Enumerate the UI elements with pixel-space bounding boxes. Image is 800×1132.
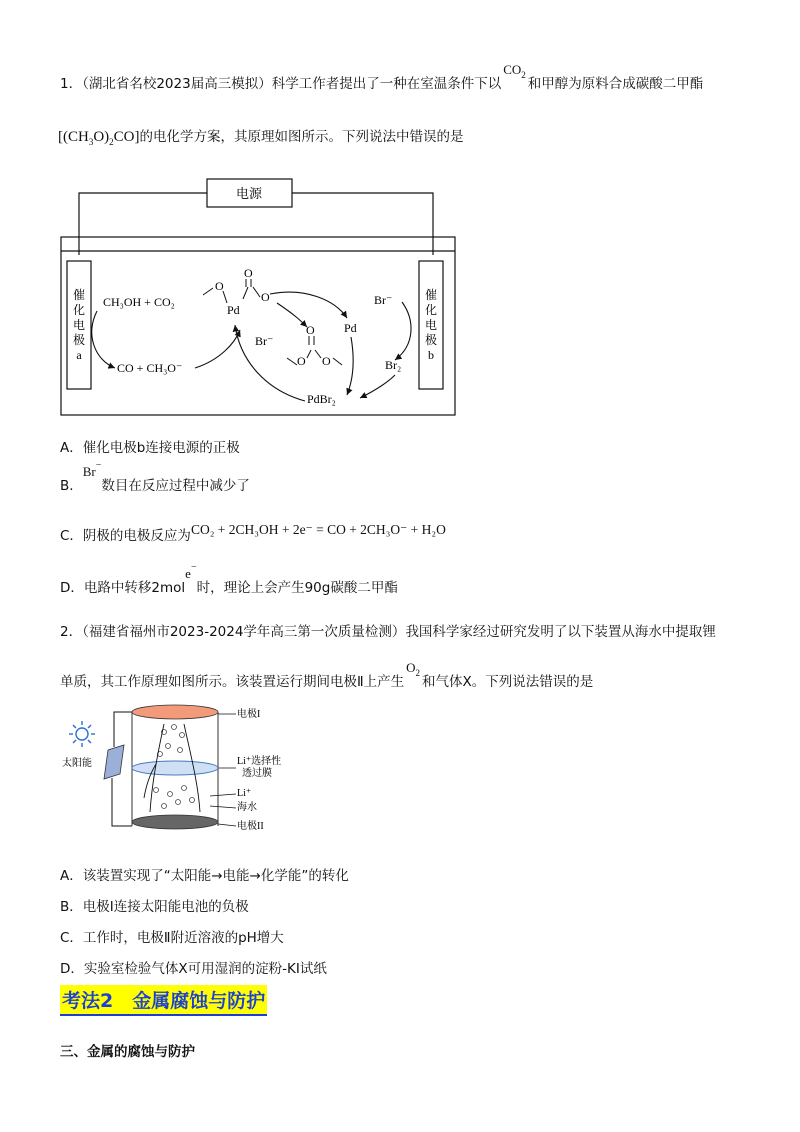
q2-stem-line2: 单质，其工作原理如图所示。该装置运行期间电极Ⅱ上产生$O_2$和气体X。下列说法错误的是 [60, 660, 594, 690]
svg-text:b: b [428, 348, 434, 362]
svg-text:催: 催 [424, 288, 438, 302]
section-heading: 考法2 金属腐蚀与防护 [60, 985, 267, 1016]
electrode-2-disk [132, 815, 218, 829]
reactants-label: CH₃OH + CO₂ [103, 295, 175, 309]
subsection-heading: 三、金属的腐蚀与防护 [60, 1044, 195, 1060]
q2-option-c: C．工作时，电极Ⅱ附近溶液的pH增大 [60, 930, 284, 946]
q1-option-b: B．Br−数目在反应过程中减少了 [60, 460, 250, 494]
pd-complex-o1: O [215, 279, 224, 293]
sun-icon [69, 721, 95, 747]
dmc-o2: O [297, 354, 306, 368]
solar-panel [104, 745, 124, 779]
dmc-o3: O [322, 354, 331, 368]
q1-option-c: C．阴极的电极反应为CO₂ + 2CH₃OH + 2e⁻ = CO + 2CH₃O⁻ + H₂O [60, 522, 446, 544]
q1-stem-line1 [60, 62, 704, 92]
q2-option-a: A．该装置实现了“太阳能→电能→化学能”的转化 [60, 868, 349, 884]
q2-option-b: B．电极Ⅰ连接太阳能电池的负极 [60, 899, 249, 915]
pd-complex-o2: O [244, 266, 253, 280]
wire-bottom [112, 778, 132, 826]
svg-text:催: 催 [72, 288, 86, 302]
br2-label: Br₂ [385, 358, 402, 372]
electrode-2-label: 电极II [237, 821, 264, 832]
q1-source: （湖北省名校2023届高三模拟） [82, 76, 272, 92]
q1-stem-line2 [58, 125, 464, 146]
pd-complex [203, 279, 260, 303]
q1-co2: $CO_2$ [503, 62, 526, 80]
cell-outer [61, 237, 455, 415]
svg-text:化: 化 [72, 303, 86, 317]
q1-number: 1． [60, 76, 83, 92]
svg-text:a: a [76, 348, 82, 362]
q1-option-a: A．催化电极b连接电源的正极 [60, 440, 240, 456]
pd-complex-pd: Pd [227, 303, 240, 317]
seawater-label: 海水 [237, 802, 257, 813]
svg-text:极: 极 [72, 333, 86, 347]
power-label: 电源 [235, 186, 263, 201]
electrode-1-label: 电极I [237, 709, 261, 720]
svg-text:极: 极 [424, 333, 438, 347]
electrode-1-disk [132, 705, 218, 719]
q1-electrochem-diagram [55, 175, 475, 420]
br-minus-middle: Br⁻ [255, 334, 274, 348]
pdbr2-label: PdBr₂ [307, 392, 336, 406]
q1-formula: $[(CH_3O)_2CO]$ [58, 129, 140, 147]
q1-stem-b: 和甲醇为原料合成碳酸二甲酯 [527, 76, 704, 92]
q2-stem-line1: 2．（福建省福州市2023-2024学年高三第一次质量检测）我国科学家经过研究发明了以下装置从海水中提取锂 [60, 624, 716, 640]
membrane-label-2: 透过膜 [242, 768, 272, 779]
li-label: Li⁺ [237, 788, 252, 799]
wire-left [79, 193, 207, 255]
pd-label: Pd [344, 321, 357, 335]
svg-text:化: 化 [424, 303, 438, 317]
dmc-o1: O [306, 323, 315, 337]
svg-text:电: 电 [72, 318, 86, 332]
br-minus-right: Br⁻ [374, 293, 393, 307]
q1-stem-c: 的电化学方案，其原理如图所示。下列说法中错误的是 [139, 129, 464, 145]
pd-complex-o3: O [261, 290, 270, 304]
membrane-label-1: Li⁺选择性 [237, 756, 282, 767]
q1-option-d: D．电路中转移2mole−时，理论上会产生90g碳酸二甲酯 [60, 562, 398, 596]
solar-label: 太阳能 [62, 758, 92, 769]
wire-right [292, 193, 433, 255]
q2-option-d: D．实验室检验气体X可用湿润的淀粉-KI试纸 [60, 961, 327, 977]
products-label: CO + CH₃O⁻ [117, 361, 183, 375]
svg-text:电: 电 [424, 318, 438, 332]
q2-diagram-labels [210, 707, 281, 832]
dmc-molecule [287, 336, 342, 365]
q2-lithium-extraction-diagram [60, 702, 300, 842]
membrane-disk [132, 761, 218, 775]
q1-stem-a: 科学工作者提出了一种在室温条件下以 [271, 76, 502, 92]
